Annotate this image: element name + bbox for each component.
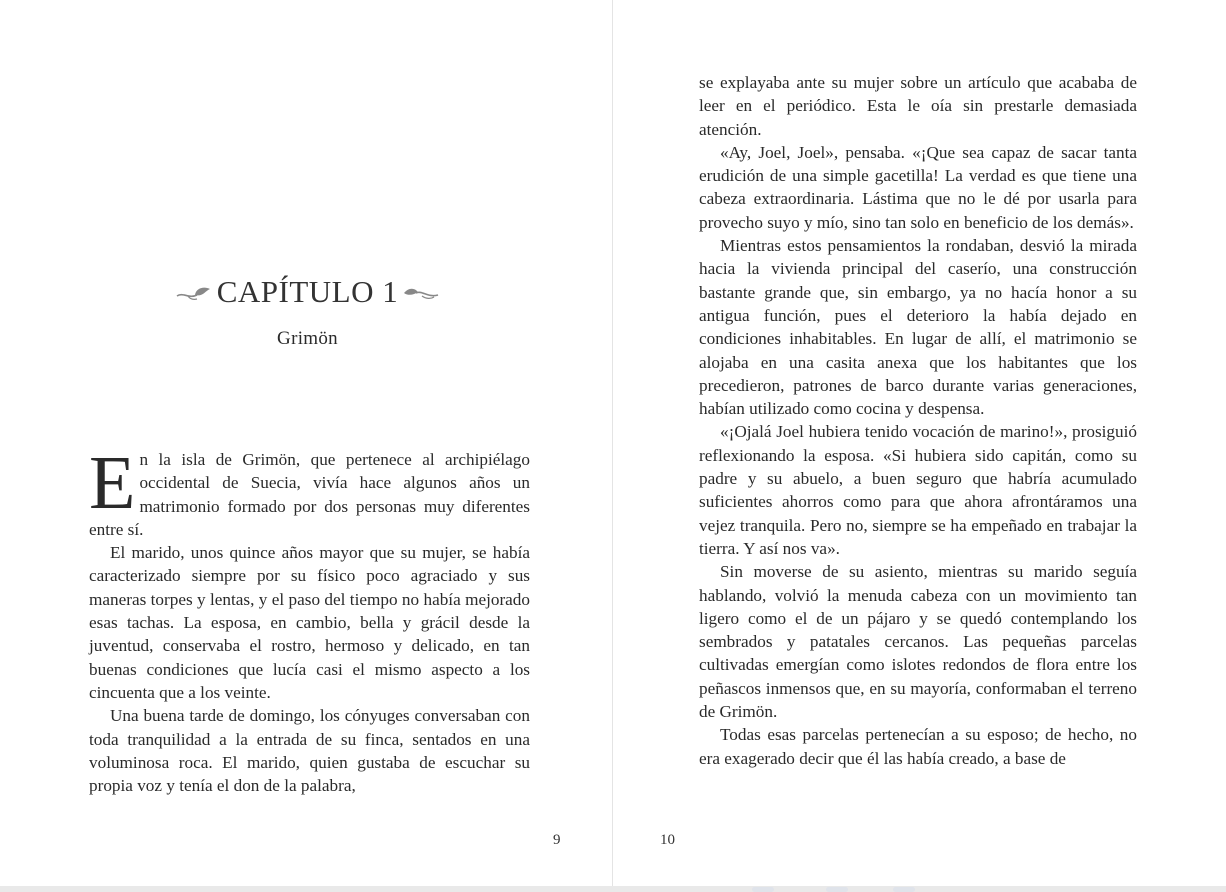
drop-cap: E: [89, 441, 136, 525]
paragraph: Todas esas parcelas pertenecían a su esposo; de hecho, no era exagerado decir que él las había creado, a base de: [699, 725, 1137, 768]
paragraph: El marido, unos quince años mayor que su mujer, se había caracterizado siempre por su físico poco agraciado y sus maneras torpes y lentas, y el paso del tiempo no había mejorado esas tachas. La esposa, en cambio, bella y grácil desde la juventud, conservaba el rostro, hermoso y delicado, en tan buenas condiciones que lucía casi el mismo aspecto a los cincuenta que a los veinte.: [89, 543, 530, 702]
first-paragraph-text: n la isla de Grimön, que pertenece al archipiélago occidental de Suecia, vivía hace algunos años un matrimonio formado por dos personas muy diferentes entre sí.: [89, 450, 530, 539]
paragraph: Sin moverse de su asiento, mientras su marido seguía hablando, volvió la menuda cabeza con un movimiento tan ligero como el de un pájaro y se quedó contemplando los sembrados y patatales cercanos. Las pequeñas parcelas cultivadas emergían como islotes redondos de flora entre los peñascos inmensos que, en su mayoría, conformaban el terreno de Grimön.: [699, 562, 1137, 722]
leaf-ornament-icon: [402, 274, 440, 310]
page-number: 9: [553, 832, 561, 848]
body-text: [89, 441, 530, 797]
body-text: [699, 71, 1137, 770]
paragraph: se explayaba ante su mujer sobre un artículo que acababa de leer en el periódico. Esta le oía sin prestarle demasiada atención.: [699, 73, 1137, 139]
paragraph: «¡Ojalá Joel hubiera tenido vocación de marino!», prosiguió reflexionando la esposa. «Si hubiera sido capitán, como su padre y su abuelo, a buen seguro que habría acumulado suficientes ahorros como para que ahora afrontáramos una vejez tranquila. Pero no, siempre se ha empeñado en trabajar la tierra. Y así nos va».: [699, 422, 1137, 558]
page-thumb-indicator[interactable]: [752, 887, 774, 892]
paragraph: Mientras estos pensamientos la rondaban, desvió la mirada hacia la vivienda principal del caserío, una construcción bastante grande que, sin embargo, ya no hacía honor a su antigua función, pues el deterioro la había dejado en condiciones inhabitables. En lugar de allí, el matrimonio se alojaba en una casita anexa que los habitantes que los precedieron, patrones de barco durante varias generaciones, habían utilizado como cocina y despensa.: [699, 236, 1137, 419]
first-paragraph: [89, 441, 530, 541]
page-thumb-indicator[interactable]: [893, 887, 915, 892]
chapter-subtitle: Grimön: [277, 328, 338, 349]
chapter-title: CAPÍTULO 1: [216, 273, 399, 309]
page-thumb-indicator[interactable]: [826, 887, 848, 892]
left-page: [3, 0, 613, 886]
chapter-heading: [3, 271, 612, 310]
right-page: [613, 0, 1223, 886]
paragraph: «Ay, Joel, Joel», pensaba. «¡Que sea capaz de sacar tanta erudición de una simple gacetilla! La verdad es que tiene una cabeza extraordinaria. Lástima que no le dé por usarla para provecho suyo y mío, sino tan solo en beneficio de los demás».: [699, 142, 1137, 232]
leaf-ornament-icon: [175, 274, 213, 310]
paragraph: Una buena tarde de domingo, los cónyuges conversaban con toda tranquilidad a la entrada de su finca, sentados en una voluminosa roca. El marido, quien gustaba de escuchar su propia voz y tenía el don de la palabra,: [89, 706, 530, 796]
viewer-bottom-edge: [0, 886, 1226, 892]
page-number: 10: [660, 832, 675, 848]
